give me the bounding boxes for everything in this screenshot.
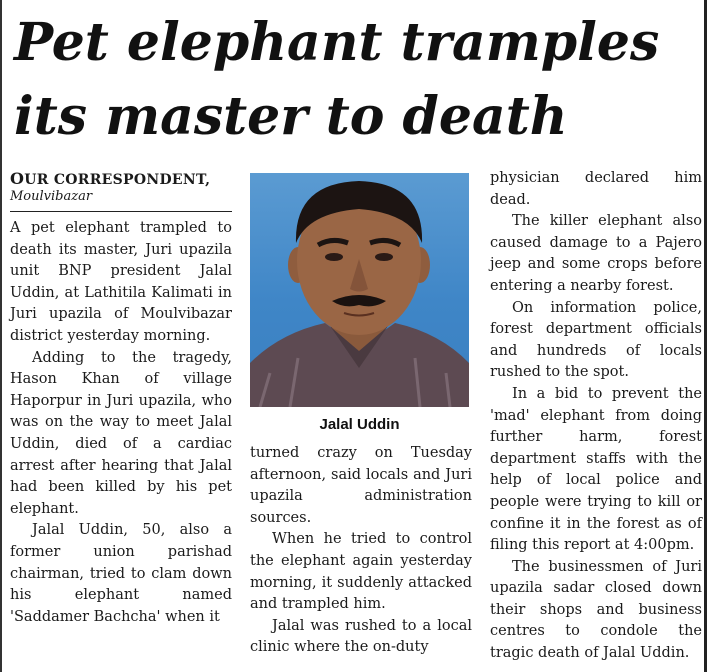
article-paragraph-4: When he tried to control the elephant again yesterday morning, it suddenly attacked and trampled him. — [250, 531, 472, 613]
article-paragraph-3-continued: turned crazy on Tuesday afternoon, said locals and Juri upazila administration sources. — [250, 445, 472, 526]
headline-line-1: Pet elephant tramples — [14, 12, 660, 73]
article-paragraph-5: Jalal was rushed to a local clinic where the on-duty — [250, 617, 472, 656]
column-1 — [10, 170, 232, 628]
article-paragraph-2: Adding to the tragedy, Hason Khan of village Haporpur in Juri upazila, who was on the way to meet Jalal Uddin, died of a cardiac arrest after hearing that Jalal had been killed by his pet elephant. — [10, 349, 232, 517]
article-paragraph-6: The killer elephant also caused damage to a Pajero jeep and some crops before entering a nearby forest. — [490, 213, 702, 294]
portrait-illustration — [250, 173, 469, 407]
article-paragraph-8: In a bid to prevent the 'mad' elephant from doing further harm, forest department staffs with the help of local police and people were trying to kill or confine it in the forest as of filing this report at 4:00pm. — [490, 385, 702, 554]
column-3 — [490, 168, 702, 665]
article-paragraph-7: On information police, forest department officials and hundreds of locals rushed to the spot. — [490, 299, 702, 381]
article-paragraph-3: Jalal Uddin, 50, also a former union parishad chairman, tried to clam down his elephant named 'Saddamer Bachcha' when it — [10, 522, 232, 625]
headline-line-2: its master to death — [14, 86, 568, 147]
portrait-photo — [250, 173, 469, 407]
article-paragraph-5-continued: physician declared him dead. — [490, 170, 702, 208]
photo-caption: Jalal Uddin — [319, 416, 400, 433]
byline-author — [10, 170, 232, 189]
byline-initial: O — [10, 169, 25, 188]
byline-name-rest: UR CORRESPONDENT, — [24, 172, 211, 188]
page-edge-left — [0, 0, 2, 672]
article-paragraph-1: A pet elephant trampled to death its master, Juri upazila unit BNP president Jalal Uddin, at Lathitila Kalimati in Juri upazila of Moulvibazar district yesterday morning. — [10, 220, 232, 344]
column-2 — [250, 443, 472, 659]
byline-place: Moulvibazar — [10, 189, 93, 204]
article-paragraph-9: The businessmen of Juri upazila sadar closed down their shops and business centres to condole the tragic death of Jalal Uddin. — [490, 558, 702, 662]
headline — [14, 6, 704, 154]
byline-rule — [10, 211, 232, 212]
